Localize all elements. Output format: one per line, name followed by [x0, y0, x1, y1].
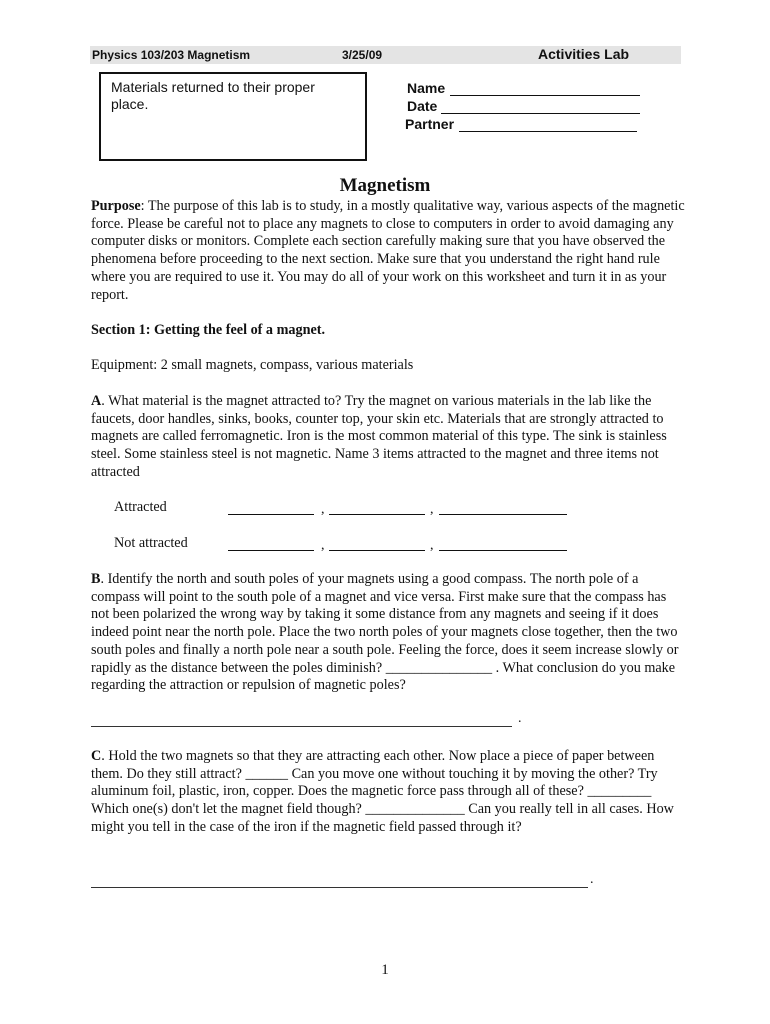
part-c-end-mark: . — [590, 872, 594, 887]
part-c-text-4: Can you really tell in all cases. How might you tell in the case of the iron if the magnetic field passed through it? — [91, 801, 674, 835]
attracted-comma-1: , — [321, 502, 325, 517]
name-field[interactable] — [407, 80, 637, 98]
part-c-text-1: . Hold the two magnets so that they are attracting each other. Now place a piece of paper between them. Do they still attract? — [91, 748, 655, 782]
part-b-paragraph — [91, 571, 685, 695]
not-attracted-comma-1: , — [321, 538, 325, 553]
attracted-blank-1[interactable] — [228, 514, 314, 515]
purpose-paragraph — [91, 198, 685, 304]
not-attracted-label: Not attracted — [114, 535, 188, 551]
part-b-blank[interactable]: _______________ — [385, 659, 493, 676]
part-a-text: . What material is the magnet attracted to? Try the magnet on various materials in the lab like the faucets, door handles, sinks, books, counter top, your skin etc. Materials that are strongly attracted to magnets are called ferromagnetic. Iron is the most common material of this type. The sink is stainless steel. Some stainless steel is not magnetic. Name 3 items attracted to the magnet and three items not attracted — [91, 393, 667, 480]
header-bar — [90, 46, 681, 64]
part-a-paragraph — [91, 393, 685, 482]
materials-box-text: Materials returned to their proper place. — [111, 79, 315, 112]
partner-field[interactable] — [405, 116, 637, 134]
part-c-label: C — [91, 748, 102, 764]
attracted-label: Attracted — [114, 499, 167, 515]
partner-line[interactable] — [459, 131, 637, 132]
page-number: 1 — [381, 962, 389, 978]
name-label: Name — [407, 80, 446, 96]
part-c-paragraph — [91, 748, 685, 837]
not-attracted-comma-2: , — [430, 538, 434, 553]
equipment-line: Equipment: 2 small magnets, compass, various materials — [91, 357, 414, 373]
purpose-text: : The purpose of this lab is to study, in a mostly qualitative way, various aspects of the magnetic force. Please be careful not to place any magnets to close to computers in order to avoid damaging any computer disks or monitors. Complete each section carefully making sure that you have observed the phenomena before proceeding to the next section. Make sure that you understand the right hand rule where you are required to use it. You may do all of your work on this worksheet and turn it in as your report. — [91, 198, 685, 303]
part-b-text-before: . Identify the north and south poles of your magnets using a good compass. The north pole of a compass will point to the south pole of a magnet and vice versa. First make sure that the compass has not been polarized the wrong way by taking it some distance from any magnets and seeing if it does indeed point near the north pole. Place the two north poles of your magnets close together, then the two south poles and finally a north pole near a south pole. Feeling the force, does it seem increase slowly or rapidly as the distance between the poles diminish? — [91, 571, 679, 676]
course-title: Physics 103/203 Magnetism — [92, 48, 251, 62]
part-c-blank-1[interactable]: ______ — [245, 765, 289, 782]
attracted-blank-3[interactable] — [439, 514, 567, 515]
attracted-comma-2: , — [430, 502, 434, 517]
attracted-blank-2[interactable] — [329, 514, 425, 515]
section1-heading-text: Section 1: Getting the feel of a magnet. — [91, 322, 326, 338]
part-c-text-3: Which one(s) don't let the magnet field though? — [91, 801, 366, 818]
purpose-label: Purpose — [91, 198, 141, 214]
materials-box — [99, 72, 367, 161]
not-attracted-blank-3[interactable] — [439, 550, 567, 551]
part-c-blank-2[interactable]: _________ — [587, 783, 652, 800]
part-c-blank-3[interactable]: ______________ — [365, 801, 465, 818]
part-c-text-2: Can you move one without touching it by moving the other? Try aluminum foil, plastic, iron, copper. Does the magnetic force pass through all of these? — [91, 765, 658, 800]
part-b-label: B — [91, 571, 101, 587]
partner-label: Partner — [405, 116, 455, 132]
part-c-answer-line[interactable] — [91, 887, 588, 888]
date-field[interactable] — [407, 98, 637, 116]
section1-heading — [91, 322, 685, 340]
page-title: Magnetism — [339, 175, 431, 196]
part-a-label: A — [91, 393, 102, 409]
header-date: 3/25/09 — [342, 48, 383, 62]
not-attracted-blank-2[interactable] — [329, 550, 425, 551]
not-attracted-blank-1[interactable] — [228, 550, 314, 551]
part-b-answer-line[interactable] — [91, 726, 512, 727]
part-b-text-after: . What conclusion do you make regarding the attraction or repulsion of magnetic poles? — [91, 659, 676, 694]
part-b-end-mark: . — [518, 711, 522, 726]
name-line[interactable] — [450, 95, 640, 96]
lab-title: Activities Lab — [538, 46, 630, 62]
date-label: Date — [407, 98, 438, 114]
date-line[interactable] — [441, 113, 640, 114]
